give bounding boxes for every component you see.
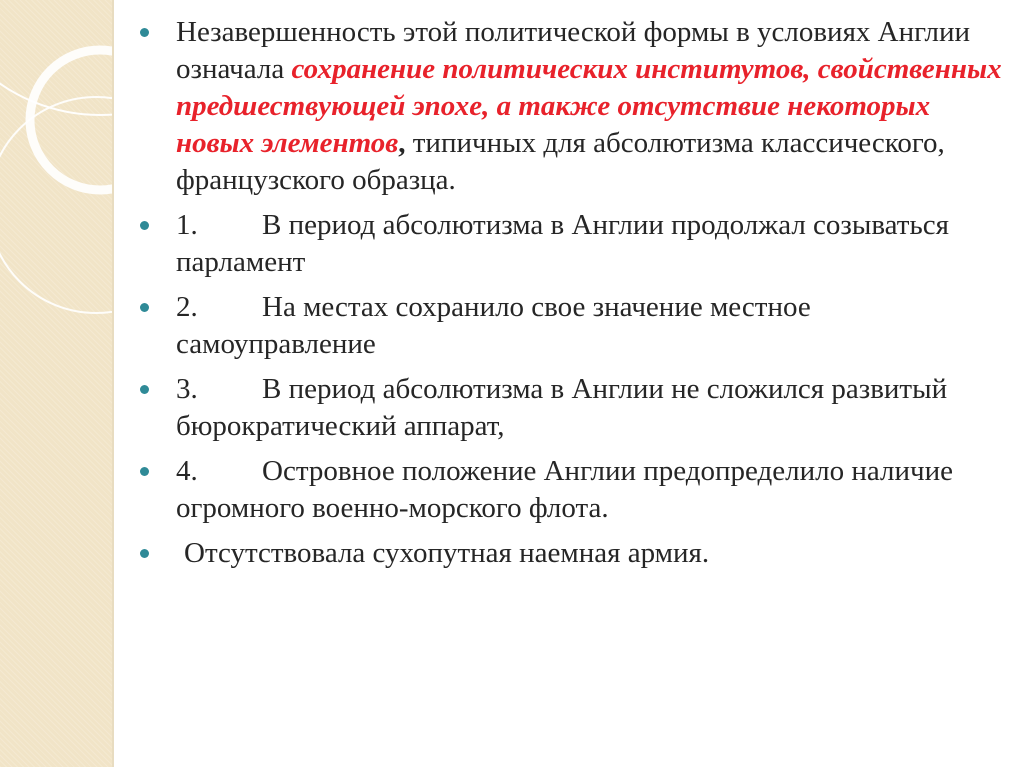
point-bullet	[138, 289, 1006, 363]
bullet-dot-icon	[140, 221, 149, 230]
point-text: В период абсолютизма в Англии не сложился развитый бюрократический аппарат,	[176, 373, 948, 442]
decorative-circles-graphic	[0, 0, 112, 767]
intro-comma: ,	[398, 127, 406, 159]
intro-bullet	[138, 14, 1006, 199]
decorative-side-panel	[0, 0, 112, 767]
point-text: На местах сохранило свое значение местное самоуправление	[176, 291, 811, 360]
bullet-dot-icon	[140, 303, 149, 312]
closing-text: Отсутствовала сухопутная наемная армия.	[184, 537, 710, 569]
point-bullet	[138, 453, 1006, 527]
point-number: 4.	[176, 455, 198, 487]
intro-lead-text: Незавершенность этой политической формы в условиях Англии означала	[176, 16, 971, 85]
point-number: 2.	[176, 291, 198, 323]
closing-bullet	[138, 535, 1006, 572]
slide-body	[138, 14, 1006, 580]
point-bullet	[138, 371, 1006, 445]
bullet-dot-icon	[140, 467, 149, 476]
intro-highlight-text: сохранение политических институтов, свойственных предшествующей эпохе, а также отсутствие некоторых новых элементов	[176, 53, 1002, 159]
bullet-dot-icon	[140, 385, 149, 394]
intro-tail-text: типичных для абсолютизма классического, французского образца.	[176, 127, 945, 196]
point-number: 3.	[176, 373, 198, 405]
point-number: 1.	[176, 209, 198, 241]
bullet-dot-icon	[140, 28, 149, 37]
point-text: Островное положение Англии предопределило наличие огромного военно-морского флота.	[176, 455, 953, 524]
bullet-dot-icon	[140, 549, 149, 558]
point-text: В период абсолютизма в Англии продолжал созываться парламент	[176, 209, 949, 278]
point-bullet	[138, 207, 1006, 281]
side-panel-edge	[112, 0, 114, 767]
